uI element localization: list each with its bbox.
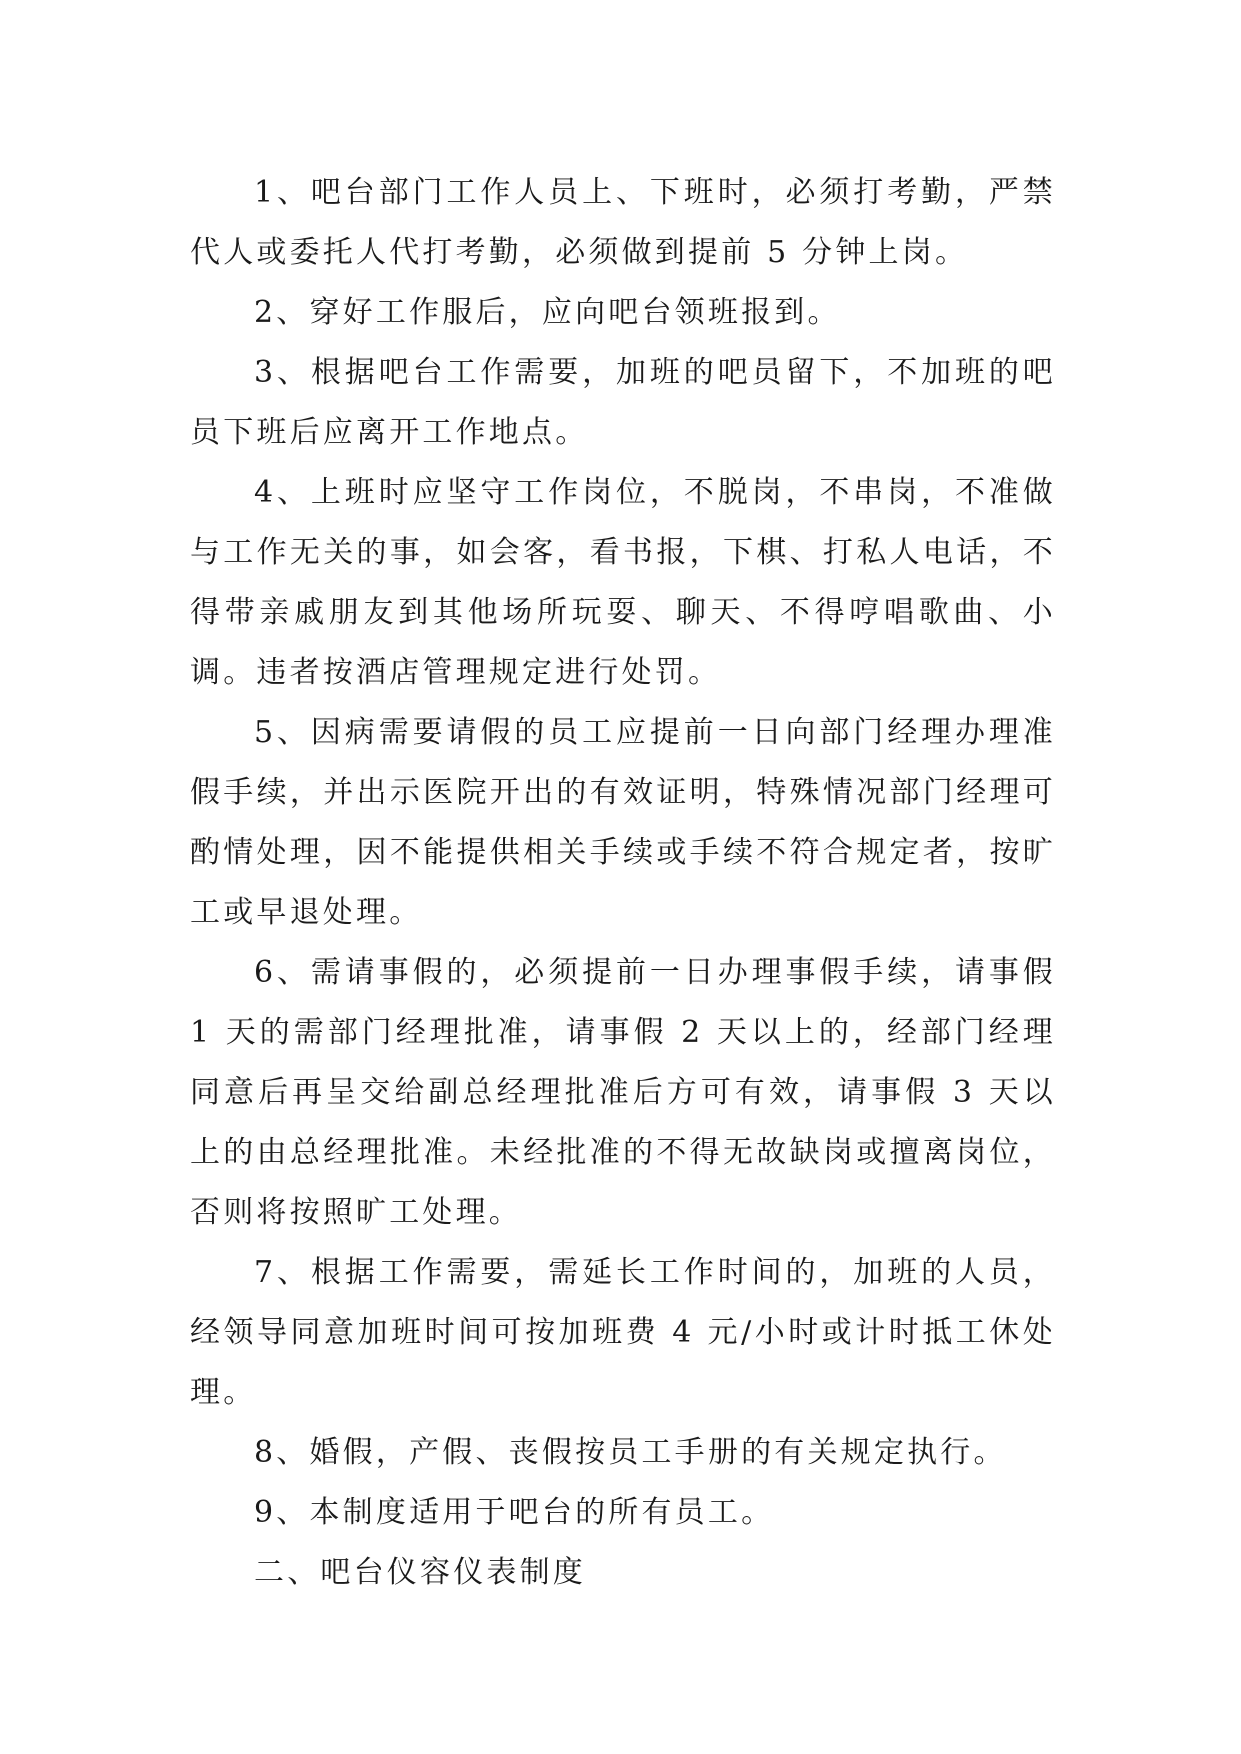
section-heading: 二、吧台仪容仪表制度 xyxy=(254,1555,586,1590)
paragraph-5: 5、因病需要请假的员工应提前一日向部门经理办理准假手续，并出示医院开出的有效证明，特殊情况部门经理可酌情处理，因不能提供相关手续或手续不符合规定者，按旷工或早退处理。 xyxy=(190,715,1056,930)
paragraph-2: 2、穿好工作服后，应向吧台领班报到。 xyxy=(254,295,841,330)
paragraph-6: 6、需请事假的，必须提前一日办理事假手续，请事假 1 天的需部门经理批准，请事假 2 天以上的，经部门经理同意后再呈交给副总经理批准后方可有效，请事假 3 天以上的由总经理批准。未经批准的不得无故缺岗或擅离岗位，否则将按照旷工处理。 xyxy=(190,955,1056,1230)
paragraph-7: 7、根据工作需要，需延长工作时间的，加班的人员，经领导同意加班时间可按加班费 4 元/小时或计时抵工休处理。 xyxy=(190,1255,1056,1410)
paragraph-9: 9、本制度适用于吧台的所有员工。 xyxy=(254,1495,775,1530)
paragraph-3: 3、根据吧台工作需要，加班的吧员留下，不加班的吧员下班后应离开工作地点。 xyxy=(190,355,1056,450)
paragraph-1: 1、吧台部门工作人员上、下班时，必须打考勤，严禁代人或委托人代打考勤，必须做到提前 5 分钟上岗。 xyxy=(190,175,1056,270)
document-page xyxy=(190,163,1056,1603)
paragraph-8: 8、婚假，产假、丧假按员工手册的有关规定执行。 xyxy=(254,1435,1007,1470)
paragraph-4: 4、上班时应坚守工作岗位，不脱岗，不串岗，不准做与工作无关的事，如会客，看书报，下棋、打私人电话，不得带亲戚朋友到其他场所玩耍、聊天、不得哼唱歌曲、小调。违者按酒店管理规定进行处罚。 xyxy=(190,475,1056,690)
